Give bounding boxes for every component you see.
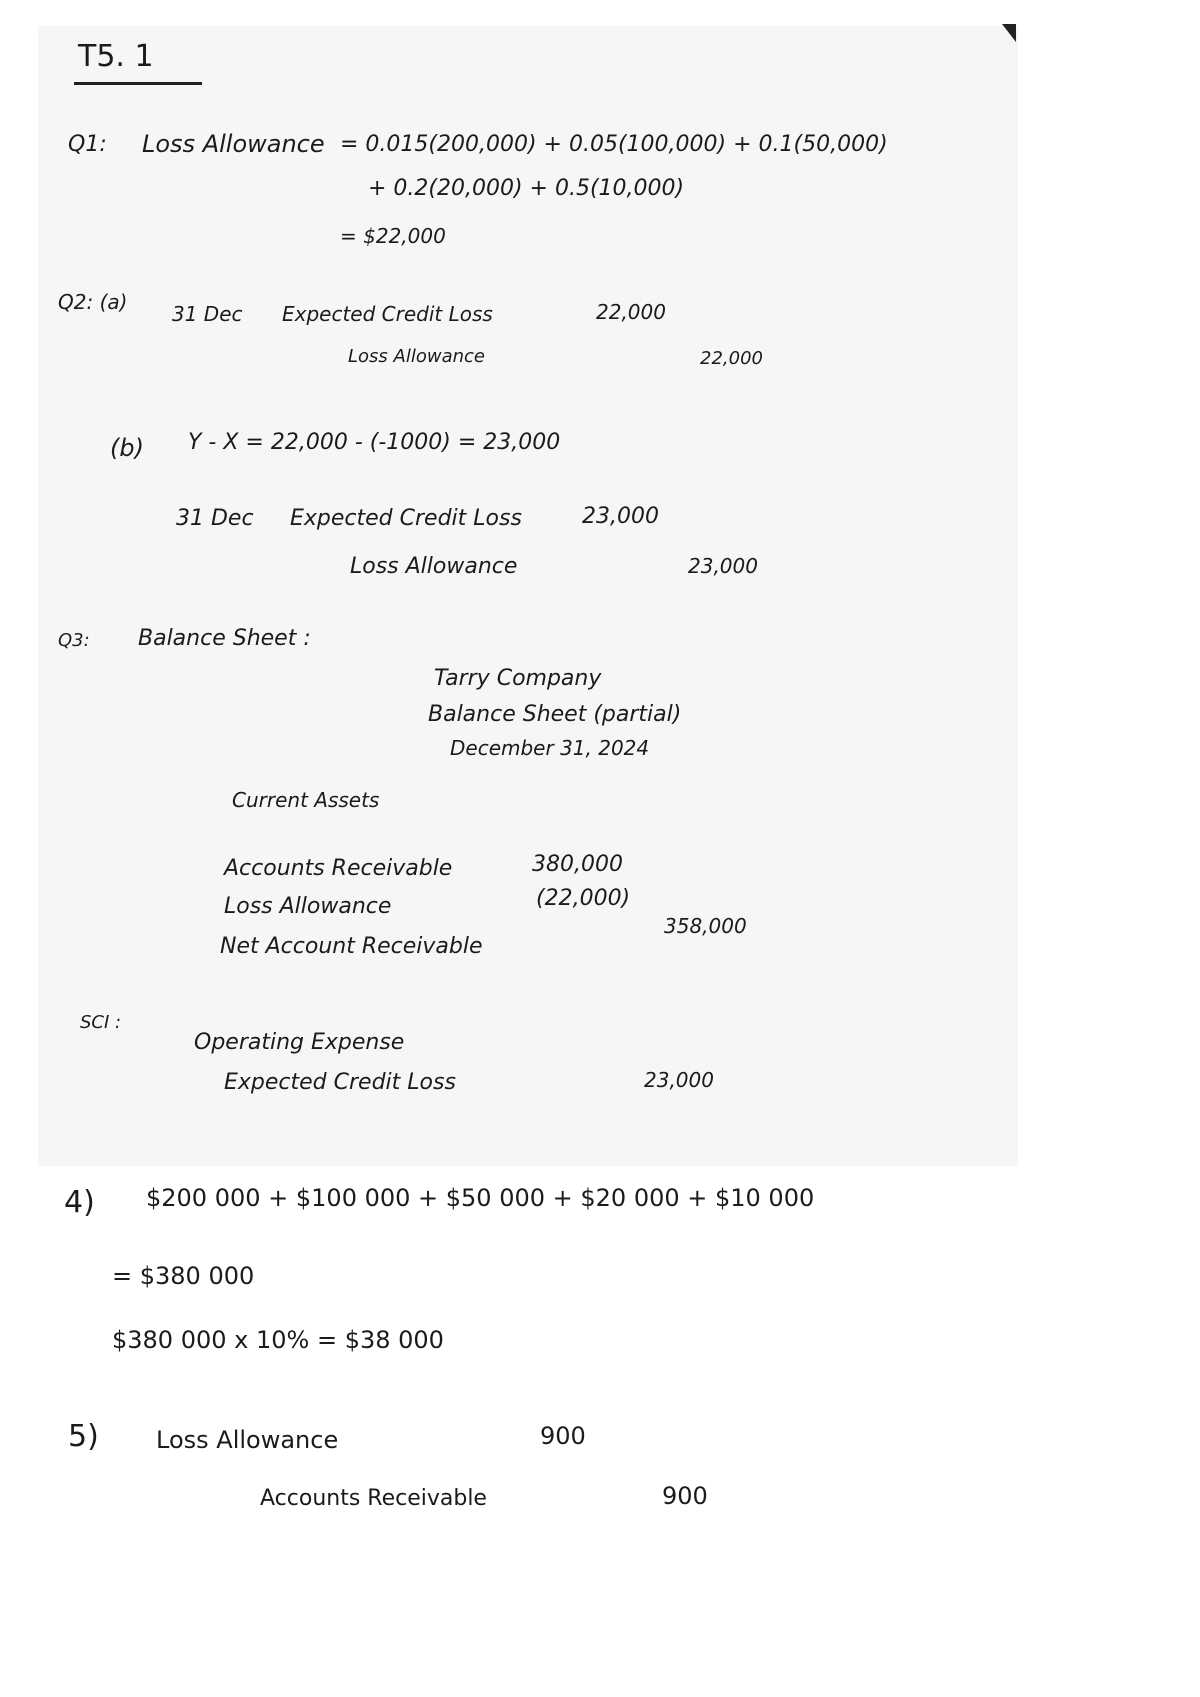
q1-result: = $22,000 <box>340 224 446 248</box>
title-underline <box>74 82 202 85</box>
q2b-debit-amount: 23,000 <box>582 504 659 529</box>
q3-date: December 31, 2024 <box>450 736 650 760</box>
q2b-date: 31 Dec <box>176 506 254 531</box>
sci-label: SCI : <box>80 1012 122 1033</box>
q3-subject: Balance Sheet : <box>138 626 311 651</box>
q3-row-label: Loss Allowance <box>224 894 392 919</box>
q3-total-amount: 358,000 <box>664 914 747 938</box>
q5-label: 5) <box>68 1419 99 1454</box>
q5-credit-account: Accounts Receivable <box>260 1486 487 1511</box>
q1-formula-line1: = 0.015(200,000) + 0.05(100,000) + 0.1(50,000) <box>340 132 888 157</box>
q4-label: 4) <box>64 1185 95 1220</box>
q2b-label: (b) <box>110 434 144 462</box>
sci-section: Operating Expense <box>194 1030 405 1055</box>
page-title: T5. 1 <box>78 39 154 74</box>
q3-section: Current Assets <box>232 788 380 812</box>
q3-statement: Balance Sheet (partial) <box>428 702 682 727</box>
q4-total: = $380 000 <box>112 1262 255 1290</box>
q1-label: Q1: <box>68 132 107 157</box>
sci-row-amount: 23,000 <box>644 1068 714 1092</box>
q5-debit-amount: 900 <box>540 1422 586 1450</box>
q5-debit-account: Loss Allowance <box>156 1426 339 1454</box>
q3-row-amount: (22,000) <box>536 886 631 911</box>
q2b-credit-account: Loss Allowance <box>350 554 518 579</box>
q2a-credit-amount: 22,000 <box>700 348 763 369</box>
q2b-debit-account: Expected Credit Loss <box>290 506 522 531</box>
q2a-credit-account: Loss Allowance <box>348 346 485 367</box>
q3-total-label: Net Account Receivable <box>220 934 483 959</box>
q3-row-label: Accounts Receivable <box>224 856 453 881</box>
q2a-date: 31 Dec <box>172 302 243 326</box>
sci-row-label: Expected Credit Loss <box>224 1070 456 1095</box>
q2-label: Q2: (a) <box>58 290 128 314</box>
q4-calc: $380 000 x 10% = $38 000 <box>112 1326 444 1354</box>
q2a-debit-amount: 22,000 <box>596 300 666 324</box>
q2b-credit-amount: 23,000 <box>688 554 758 578</box>
q2a-debit-account: Expected Credit Loss <box>282 302 493 326</box>
q3-company: Tarry Company <box>434 666 602 691</box>
q2b-calc: Y - X = 22,000 - (-1000) = 23,000 <box>188 430 561 455</box>
q1-subject: Loss Allowance <box>142 130 325 158</box>
q1-formula-line2: + 0.2(20,000) + 0.5(10,000) <box>368 176 685 201</box>
corner-mark <box>1002 24 1016 42</box>
q3-row-amount: 380,000 <box>532 852 623 877</box>
q5-credit-amount: 900 <box>662 1482 708 1510</box>
q4-sum: $200 000 + $100 000 + $50 000 + $20 000 + $10 000 <box>146 1184 815 1212</box>
q3-label: Q3: <box>58 630 90 651</box>
